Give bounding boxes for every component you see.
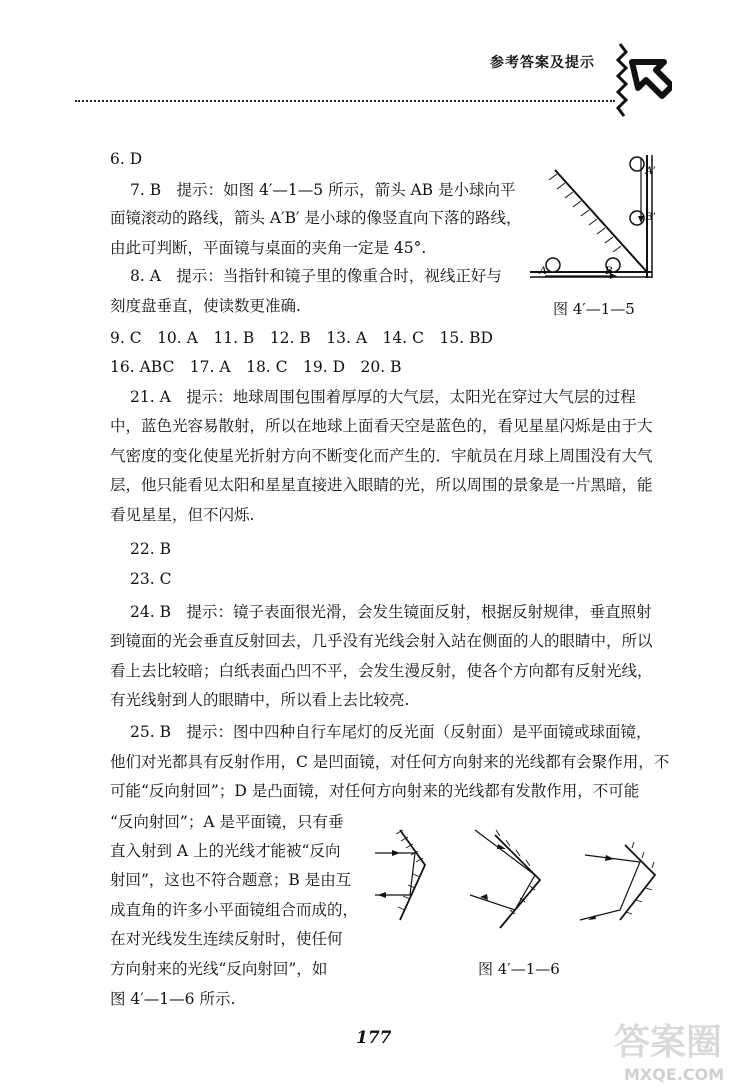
svg-text:答案圈: 答案圈 <box>614 1022 723 1063</box>
text-line: 看见星星，但不闪烁. <box>110 506 255 524</box>
text-line: “反向射回”；A 是平面镜，只有垂 <box>110 813 344 831</box>
figure-label-b: B <box>605 263 613 277</box>
figure-caption-1: 图 4′—1—5 <box>553 300 635 318</box>
text-line: 在对光线发生连续反射时，使任何 <box>110 930 343 948</box>
text-line: 刻度盘垂直，使读数更准确. <box>110 297 301 315</box>
text-line: 图 4′—1—6 所示. <box>110 990 236 1008</box>
text-line: 22. B <box>130 540 171 558</box>
figure-label-a-prime: A′ <box>645 163 655 177</box>
text-line: 7. B 提示：如图 4′—1—5 所示，箭头 AB 是小球向平 <box>130 181 516 199</box>
text-line: 射回”，这也不符合题意；B 是由互 <box>110 871 352 889</box>
text-line: 面镜滚动的路线，箭头 A′B′ 是小球的像竖直向下落的路线， <box>110 209 522 227</box>
watermark-logo-icon <box>610 1010 740 1085</box>
text-line: 中，蓝色光容易散射，所以在地球上面看天空是蓝色的，看见星星闪烁是由于大 <box>110 417 653 435</box>
text-line: 成直角的许多小平面镜组合而成的， <box>110 901 359 919</box>
text-line: 到镜面的光会垂直反射回去，几乎没有光线会射入站在侧面的人的眼睛中，所以 <box>110 632 653 650</box>
svg-text:MXQE.COM: MXQE.COM <box>624 1065 725 1084</box>
header-title: 参考答案及提示 <box>490 55 595 71</box>
figure-plane-mirror-diagram <box>525 150 665 290</box>
text-line: 25. B 提示：图中四种自行车尾灯的反光面（反射面）是平面镜或球面镜， <box>130 723 652 741</box>
text-line: 他们对光都具有反射作用，C 是凹面镜，对任何方向射来的光线都有会聚作用，不 <box>110 753 670 771</box>
figure-caption-2: 图 4′—1—6 <box>478 960 560 978</box>
text-line: 方向射来的光线“反向射回”，如 <box>110 960 328 978</box>
text-line: 看上去比较暗；白纸表面凸凹不平，会发生漫反射，使各个方向都有反射光线， <box>110 662 653 680</box>
text-line: 6. D <box>110 150 143 168</box>
text-line: 21. A 提示：地球周围包围着厚厚的大气层，太阳光在穿过大气层的过程 <box>130 388 636 406</box>
figure-label-b-prime: B′ <box>645 209 655 223</box>
text-line: 23. C <box>130 570 172 588</box>
page-number: 177 <box>356 1028 392 1048</box>
text-line: 有光线射到人的眼睛中，所以看上去比较亮. <box>110 691 410 709</box>
text-line: 16. ABC 17. A 18. C 19. D 20. B <box>110 358 402 376</box>
text-line: 层，他只能看见太阳和星星直接进入眼睛的光，所以周围的景象是一片黑暗，能 <box>110 476 653 494</box>
figure-label-a: A <box>539 263 547 277</box>
text-line: 直入射到 A 上的光线才能被“反向 <box>110 842 341 860</box>
text-line: 由此可判断，平面镜与桌面的夹角一定是 45°. <box>110 239 427 257</box>
text-line: 9. C 10. A 11. B 12. B 13. A 14. C 15. BD <box>110 329 493 347</box>
header-dotted-rule <box>75 100 615 102</box>
header-arrow-icon <box>612 42 672 122</box>
text-line: 气密度的变化使星光折射方向不断变化而产生的．宇航员在月球上周围没有大气 <box>110 447 653 465</box>
figure-reflector-diagram <box>370 820 670 945</box>
text-line: 8. A 提示：当指针和镜子里的像重合时，视线正好与 <box>130 267 502 285</box>
text-line: 24. B 提示：镜子表面很光滑，会发生镜面反射，根据反射规律，垂直照射 <box>130 603 652 621</box>
text-line: 可能“反向射回”；D 是凸面镜，对任何方向射来的光线都有发散作用，不可能 <box>110 782 640 800</box>
